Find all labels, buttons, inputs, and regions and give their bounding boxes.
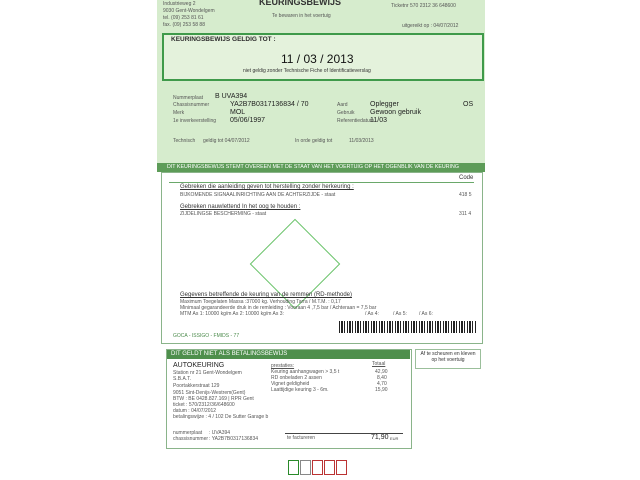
item-desc-3: Vignet geldigheid bbox=[271, 381, 310, 387]
technical-period: In orde geldig tot bbox=[295, 138, 333, 144]
ticket-number: Ticketnr 570 2312 36 648600 bbox=[391, 3, 456, 9]
prestaties-label: prestaties: bbox=[271, 363, 295, 369]
technical-date: 11/03/2013 bbox=[349, 138, 374, 144]
reference-label: Referentiedatum bbox=[337, 118, 374, 124]
brakes-line-4: / As 4: bbox=[365, 311, 379, 317]
station-line-1: Industrieweg 2 bbox=[163, 1, 196, 7]
code-header: Code bbox=[459, 175, 474, 181]
payment-title: DIT GELDT NIET ALS BETALINGSBEWIJS bbox=[171, 351, 288, 357]
validity-date: 11 / 03 / 2013 bbox=[281, 52, 354, 66]
rule-1 bbox=[169, 182, 474, 183]
brakes-line-5: / As 5: bbox=[393, 311, 407, 317]
address-line-4: 9051 Sint-Denijs-Westrem(Gent) bbox=[173, 390, 246, 396]
validity-label: KEURINGSBEWIJS GELDIG TOT : bbox=[171, 36, 276, 43]
first-registration-label: 1e inverkeerstelling bbox=[173, 118, 217, 124]
tearoff-text: Af te scheuren en kleven op het voertuig bbox=[420, 351, 476, 363]
plate-label: Nummerplaat bbox=[173, 95, 204, 101]
payment-plate-label: nummerplaat bbox=[173, 430, 203, 436]
item-desc-1: Keuring aanhangwagen > 3,5 t bbox=[271, 369, 340, 375]
item-amount-3: 4,70 bbox=[377, 381, 387, 387]
brakes-line-1: Maximum Toegelaten Massa :37000 kg. Verhouding Tarra / M.T.M. : 0,17 bbox=[180, 299, 341, 305]
watch-code: 311 4 bbox=[459, 211, 472, 217]
pay-label: te factureren bbox=[287, 435, 316, 441]
plate-value: B UVA394 bbox=[215, 93, 248, 100]
kind-label: Aard bbox=[337, 102, 348, 108]
use-value: Gewoon gebruik bbox=[370, 109, 421, 116]
item-amount-2: 8,40 bbox=[377, 375, 387, 381]
document-title: KEURINGSBEWIJS bbox=[259, 0, 342, 7]
make-label: Merk bbox=[173, 110, 185, 116]
brakes-footer: GOCA - ISSIGO - FMIDS - 77 bbox=[173, 333, 240, 339]
item-amount-4: 15,90 bbox=[375, 387, 388, 393]
page-thumbnail-2[interactable] bbox=[300, 460, 311, 475]
brakes-line-6: / As 6: bbox=[419, 311, 433, 317]
item-desc-2: RD onbeladen 2 assen bbox=[271, 375, 322, 381]
address-line-3: Poortakkerstraat 129 bbox=[173, 383, 220, 389]
item-desc-4: Laattijdige keuring 3 - 6m. bbox=[271, 387, 329, 393]
station-line-4: fax. (09) 253 58 88 bbox=[163, 22, 205, 28]
address-line-2: S.B.A.T. bbox=[173, 376, 192, 382]
reference-value: 11/03 bbox=[370, 117, 387, 124]
watch-title: Gebreken nauwlettend In het oog te houden : bbox=[180, 204, 301, 210]
kind-code: OS bbox=[463, 101, 474, 108]
total-label: Totaal bbox=[372, 361, 386, 367]
issue-date: uitgereikt op : 04/07/2012 bbox=[402, 23, 459, 29]
technical-valid: geldig tot 04/07/2012 bbox=[203, 138, 250, 144]
watch-item: ZIJDELINGSE BESCHERMING - staat bbox=[180, 211, 267, 217]
page-thumbnail-4[interactable] bbox=[324, 460, 335, 475]
pay-currency: EUR bbox=[390, 436, 399, 441]
payment-plate-value: : UVA394 bbox=[209, 430, 231, 436]
pay-amount: 71,90 bbox=[371, 434, 389, 441]
station-line-2: 9030 Gent-Wondelgem bbox=[163, 8, 215, 14]
company-name: AUTOKEURING bbox=[173, 362, 225, 369]
payment-chassis-label: chassisnummer bbox=[173, 436, 209, 442]
validity-note: niet geldig zonder Technische Fiche of Identificatieverslag bbox=[243, 68, 371, 74]
make-value: MOL bbox=[230, 109, 246, 116]
brakes-line-3: MTM As 1: 10000 kg/m As 2: 10000 kg/m As 3: bbox=[180, 311, 284, 317]
inspection-certificate bbox=[157, 0, 485, 450]
first-registration-value: 05/06/1997 bbox=[230, 117, 266, 124]
address-line-1: Station nr 21 Gent-Wondelgem bbox=[173, 370, 242, 376]
repair-title: Gebreken die aanleiding geven tot herstelling zonder herkeuring : bbox=[180, 184, 354, 190]
payment-chassis-value: : YA2B7B0317136834 bbox=[209, 436, 259, 442]
address-line-6: ticket : 570/2312/36/648600 bbox=[173, 402, 235, 408]
brakes-line-2: Minimaal gegarandeerde druk in de remleiding : Vooraan 4 ,7,5 bar / Achteraan = 7,5 bar bbox=[180, 305, 377, 311]
brakes-title: Gegevens betreffende de keuring van de remmen (RD-methode) bbox=[180, 292, 352, 298]
conformity-text: DIT KEURINGSBEWIJS STEMT OVEREEN MET DE STAAT VAN HET VOERTUIG OP HET OGENBLIK VAN DE KEURING bbox=[167, 164, 459, 170]
address-line-8: betalingswijze : 4 / 102 De Sutter Garage b bbox=[173, 414, 269, 420]
address-line-5: BTW : BE 0428.827.169 | RPR Gent bbox=[173, 396, 254, 402]
item-amount-1: 42,90 bbox=[375, 369, 388, 375]
page-thumbnail-3[interactable] bbox=[312, 460, 323, 475]
page-thumbnail-1[interactable] bbox=[288, 460, 299, 475]
address-line-7: datum : 04/07/2012 bbox=[173, 408, 217, 414]
use-label: Gebruik bbox=[337, 110, 355, 116]
repair-item: BIJKOMENDE SIGNAALINRICHTING AAN DE ACHTERZIJDE - staat bbox=[180, 192, 336, 198]
chassis-value: YA2B7B0317136834 / 70 bbox=[230, 101, 309, 108]
barcode bbox=[339, 321, 477, 333]
chassis-label: Chassisnummer bbox=[173, 102, 210, 108]
page-thumbnail-5[interactable] bbox=[336, 460, 347, 475]
technical-label: Technisch bbox=[173, 138, 196, 144]
station-line-3: tel. (09) 253 81 61 bbox=[163, 15, 204, 21]
repair-code: 418 5 bbox=[459, 192, 472, 198]
keep-note: Te bewaren in het voertuig bbox=[272, 13, 331, 19]
kind-value: Oplegger bbox=[370, 101, 399, 108]
